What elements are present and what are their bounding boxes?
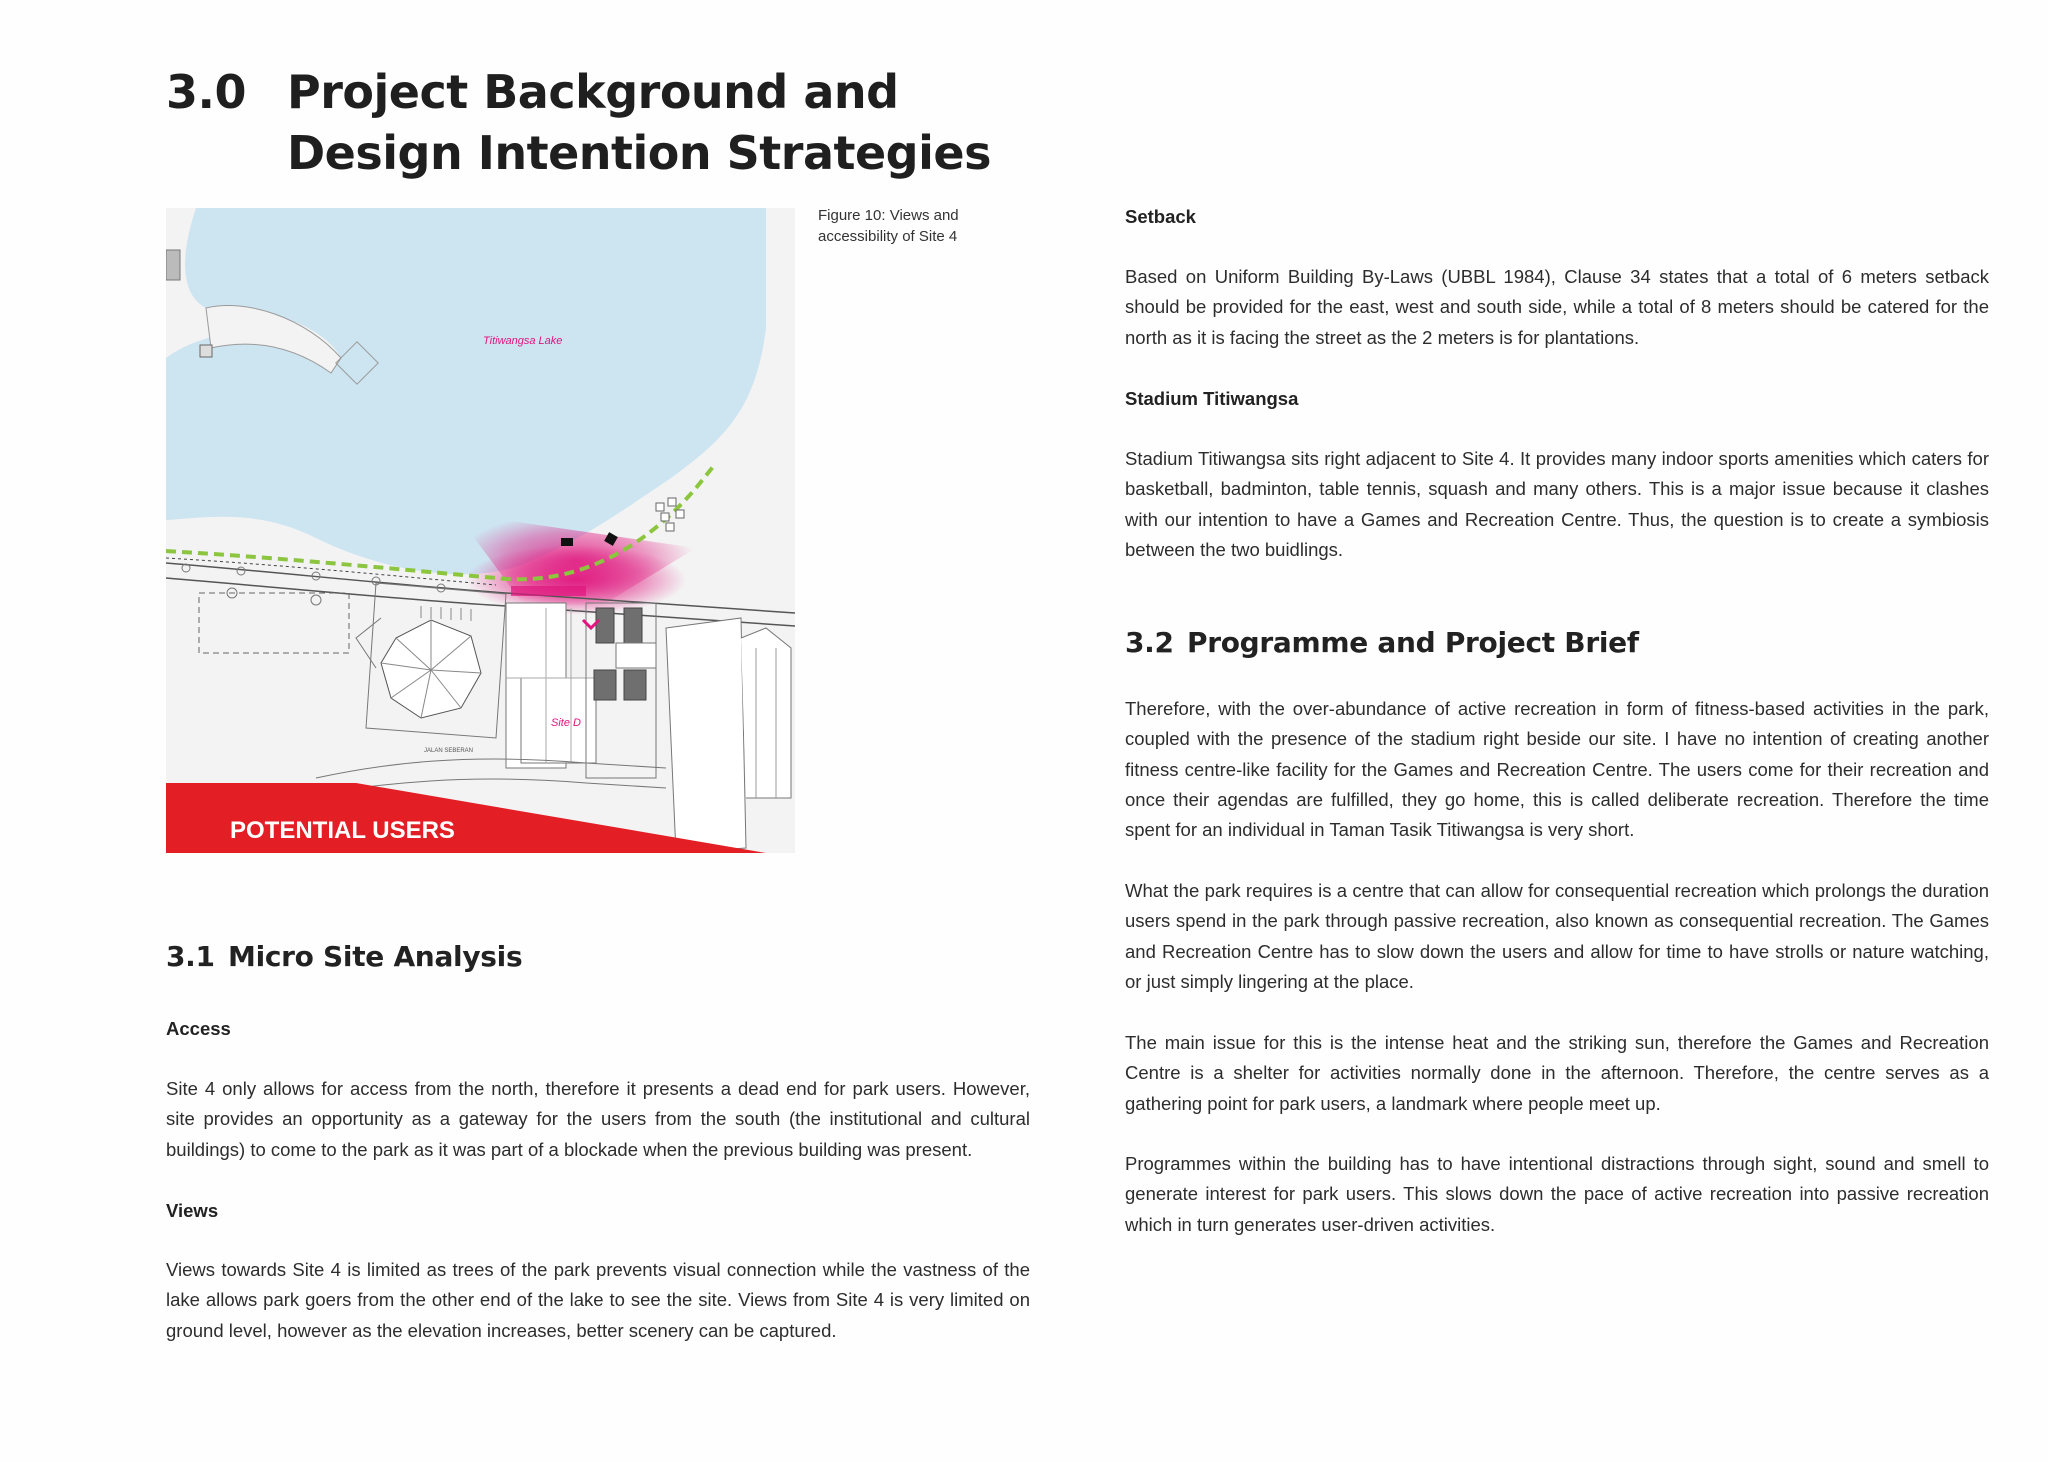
programme-paragraph-1: Therefore, with the over-abundance of active recreation in form of fitness-based activities in the park, coupled with the presence of the stadium right beside our site. I have no intention of creating another fitness centre-like facility for the Games and Recreation Centre. The users come for their recreation and once their agendas are fulfilled, they go home, this is called deliberate recreation. Therefore the time spent for an individual in Taman Tasik Titiwangsa is very short. — [1125, 698, 1989, 841]
section-3-1-heading — [166, 940, 522, 973]
lake-label: Titiwangsa Lake — [483, 335, 563, 347]
figure-caption: Figure 10: Views and accessibility of Site 4 — [818, 207, 959, 245]
programme-paragraph-3: The main issue for this is the intense heat and the striking sun, therefore the Games and Recreation Centre is a shelter for activities normally done in the afternoon. Therefore, the centre serves as a gathering point for park users, a landmark where people meet up. — [1125, 1032, 1989, 1114]
section-number: 3.2 — [1125, 626, 1174, 659]
heading-number: 3.0 — [166, 65, 246, 119]
access-paragraph: Site 4 only allows for access from the north, therefore it presents a dead end for park users. However, site provides an opportunity as a gateway for the users from the south (the institutional and cultural buildings) to come to the park as it was part of a blockade when the previous building was present. — [166, 1078, 1030, 1160]
views-paragraph: Views towards Site 4 is limited as trees of the park prevents visual connection while the vastness of the lake allows park goers from the other end of the lake to see the site. Views from Site 4 is very limited on ground level, however as the elevation increases, better scenery can be captured. — [166, 1259, 1030, 1341]
stadium-paragraph: Stadium Titiwangsa sits right adjacent to Site 4. It provides many indoor sports amenities which caters for basketball, badminton, table tennis, squash and many others. This is a major issue because it clashes with our intention to have a Games and Recreation Centre. Thus, the question is to create a symbiosis between the two buidlings. — [1125, 448, 1989, 560]
setback-label: Setback — [1125, 206, 1196, 227]
programme-paragraph-4: Programmes within the building has to have intentional distractions through sight, sound and smell to generate interest for park users. This slows down the pace of active recreation into passive recreation which in turn generates user-driven activities. — [1125, 1153, 1989, 1235]
site-label: Site D — [551, 717, 581, 729]
stadium-label: Stadium Titiwangsa — [1125, 388, 1299, 409]
section-number: 3.1 — [166, 940, 215, 973]
road-label: JALAN SEBERAN — [424, 748, 474, 754]
access-label: Access — [166, 1018, 231, 1039]
setback-paragraph: Based on Uniform Building By-Laws (UBBL 1984), Clause 34 states that a total of 6 meters setback should be provided for the east, west and south side, while a total of 8 meters should be catered for the north as it is facing the street as the 2 meters is for plantations. — [1125, 266, 1989, 348]
site-map-figure — [166, 208, 795, 853]
heading-title: Project Background and Design Intention Strategies — [287, 65, 991, 180]
site-map-drawing — [166, 208, 795, 853]
views-label: Views — [166, 1200, 219, 1221]
section-title: Micro Site Analysis — [228, 940, 523, 973]
programme-paragraph-2: What the park requires is a centre that can allow for consequential recreation which prolongs the duration users spend in the park through passive recreation, also known as consequential recreation. The Games and Recreation Centre has to slow down the users and allow for time to have strolls or nature watching, or just simply lingering at the place. — [1125, 880, 1989, 992]
section-title: Programme and Project Brief — [1187, 626, 1639, 659]
banner-label: POTENTIAL USERS — [230, 817, 455, 844]
section-3-2-heading — [1125, 626, 1639, 659]
